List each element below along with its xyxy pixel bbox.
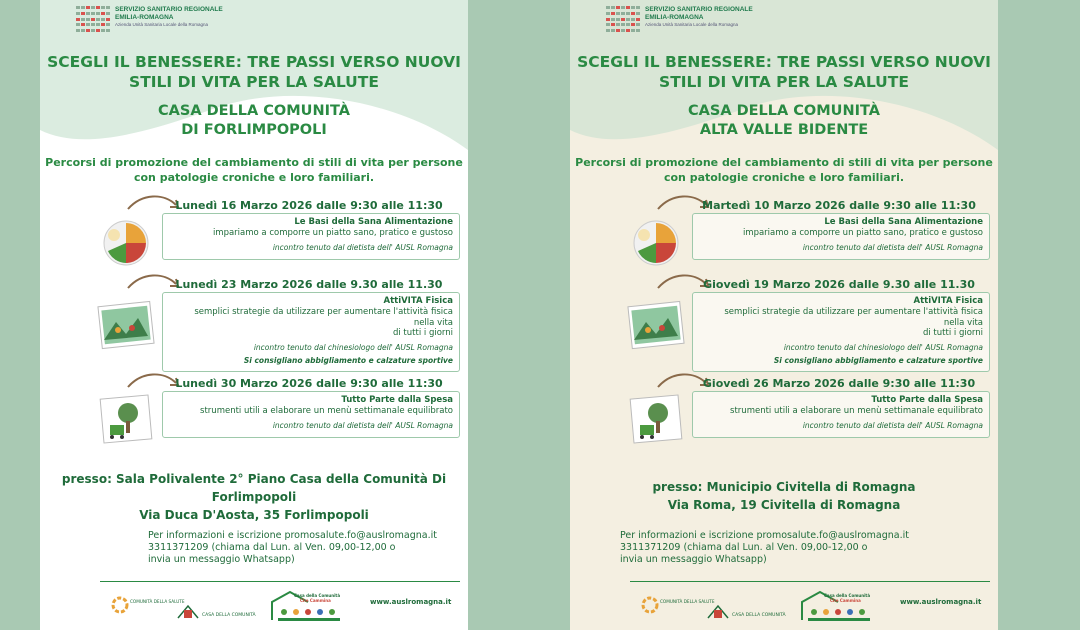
event-2: [98, 278, 460, 370]
event-title: Tutto Parte dalla Spesa: [341, 395, 453, 405]
outdoor-activity-icon: [626, 300, 686, 350]
event-box: [692, 391, 990, 438]
event-description-cont: di tutti i giorni: [392, 328, 453, 338]
poster-alta-valle-bidente: [570, 0, 998, 630]
intro-line-1: Percorsi di promozione del cambiamento di stili di vita per persone: [575, 156, 993, 169]
event-note: incontro tenuto dal chinesiologo dell' AUSL Romagna: [253, 342, 453, 352]
contact-info: [148, 530, 468, 566]
website-link[interactable]: www.auslromagna.it: [900, 598, 982, 606]
event-extra-note: Si consigliano abbigliamento e calzature sportive: [773, 355, 983, 365]
venue: [570, 478, 998, 514]
event-date: Giovedì 26 Marzo 2026 dalle 9:30 alle 11:30: [702, 377, 976, 390]
venue-line-1: presso: Sala Polivalente 2° Piano Casa della Comunità Di: [61, 472, 447, 486]
event-description: semplici strategie da utilizzare per aumentare l'attività fisica nella vita: [724, 307, 983, 328]
title-line-1: SCEGLI IL BENESSERE: TRE PASSI VERSO NUOVI: [577, 53, 991, 71]
event-date: Lunedì 23 Marzo 2026 dalle 9.30 alle 11.30: [175, 278, 443, 291]
intro-text: [570, 155, 998, 185]
ssr-logo-icon: [606, 6, 640, 34]
org-name: [115, 6, 223, 28]
event-box: [162, 391, 460, 438]
subtitle-line-1: CASA DELLA COMUNITÀ: [158, 103, 350, 119]
logo3a-text: Casa della Comunità: [294, 593, 341, 598]
footer-logos: [640, 586, 990, 626]
intro-text: [40, 155, 468, 185]
info-line-3: invia un messaggio Whatsapp): [620, 554, 767, 565]
event-title: Tutto Parte dalla Spesa: [871, 395, 983, 405]
logo3b-text: Che Cammina: [300, 598, 331, 603]
venue-line-1: presso: Municipio Civitella di Romagna: [652, 480, 916, 494]
event-note: incontro tenuto dal dietista dell' AUSL Romagna: [802, 420, 983, 430]
info-line-2: 3311371209 (chiama dal Lun. al Ven. 09,00-12,00 o: [148, 542, 396, 553]
footer-divider: [100, 581, 460, 582]
event-1: [98, 199, 460, 274]
event-description: impariamo a comporre un piatto sano, pratico e gustoso: [742, 228, 983, 238]
org-logo: [76, 6, 223, 34]
event-description: strumenti utili a elaborare un menù settimanale equilibrato: [730, 406, 983, 416]
event-3: [628, 377, 990, 452]
ssr-logo-icon: [76, 6, 110, 34]
poster-forlimpopoli: [40, 0, 468, 630]
comunita-salute-logo-icon: [640, 590, 715, 620]
venue: [40, 470, 468, 524]
title-line-2: STILI DI VITA PER LA SALUTE: [659, 73, 909, 91]
comunita-salute-logo-icon: [110, 590, 185, 620]
intro-line-1: Percorsi di promozione del cambiamento di stili di vita per persone: [45, 156, 463, 169]
info-line-1: Per informazioni e iscrizione promosalute.fo@auslromagna.it: [620, 530, 910, 541]
poster-title: [40, 52, 468, 92]
event-3: [98, 377, 460, 452]
org-line3: Azienda Unità Sanitaria Locale della Romagna: [115, 22, 209, 27]
healthy-plate-icon: [626, 217, 686, 267]
event-box: [692, 292, 990, 372]
org-line1: SERVIZIO SANITARIO REGIONALE: [645, 6, 753, 13]
event-title: Le Basi della Sana Alimentazione: [824, 217, 983, 227]
event-title: AttiVITA Fisica: [913, 296, 983, 306]
event-date: Lunedì 30 Marzo 2026 dalle 9:30 alle 11:30: [175, 377, 443, 390]
cammina-logo-icon: [800, 590, 874, 622]
org-line2: EMILIA-ROMAGNA: [115, 14, 174, 21]
event-date: Lunedì 16 Marzo 2026 dalle 9:30 alle 11:30: [175, 199, 443, 212]
logo2-text: CASA DELLA COMUNITÀ: [202, 613, 256, 618]
info-line-1: Per informazioni e iscrizione promosalute.fo@auslromagna.it: [148, 530, 438, 541]
logo3a-text: Casa della Comunità: [824, 593, 871, 598]
org-logo: [606, 6, 753, 34]
org-name: [645, 6, 753, 28]
event-title: AttiVITA Fisica: [383, 296, 453, 306]
event-title: Le Basi della Sana Alimentazione: [294, 217, 453, 227]
title-line-2: STILI DI VITA PER LA SALUTE: [129, 73, 379, 91]
website-link[interactable]: www.auslromagna.it: [370, 598, 452, 606]
subtitle-line-1: CASA DELLA COMUNITÀ: [688, 103, 880, 119]
event-note: incontro tenuto dal dietista dell' AUSL Romagna: [272, 420, 453, 430]
event-date: Martedì 10 Marzo 2026 dalle 9:30 alle 11:30: [702, 199, 976, 212]
title-line-1: SCEGLI IL BENESSERE: TRE PASSI VERSO NUOVI: [47, 53, 461, 71]
poster-subtitle: [570, 102, 998, 140]
cammina-logo-icon: [270, 590, 344, 622]
logo3b-text: Che Cammina: [830, 598, 861, 603]
contact-info: [620, 530, 940, 566]
logo1-text: COMUNITÀ DELLA SALUTE: [660, 599, 715, 604]
outdoor-activity-icon: [96, 300, 156, 350]
event-box: [162, 292, 460, 372]
info-line-3: invia un messaggio Whatsapp): [148, 554, 295, 565]
event-note: incontro tenuto dal dietista dell' AUSL Romagna: [272, 242, 453, 252]
grocery-shopping-icon: [96, 395, 156, 445]
event-box: [692, 213, 990, 260]
logo1-text: COMUNITÀ DELLA SALUTE: [130, 599, 185, 604]
subtitle-line-2: ALTA VALLE BIDENTE: [699, 122, 869, 138]
event-description: semplici strategie da utilizzare per aumentare l'attività fisica nella vita: [194, 307, 453, 328]
event-1: [628, 199, 990, 274]
org-line3: Azienda Unità Sanitaria Locale della Romagna: [645, 22, 739, 27]
org-line2: EMILIA-ROMAGNA: [645, 14, 704, 21]
event-2: [628, 278, 990, 370]
event-date: Giovedì 19 Marzo 2026 dalle 9.30 alle 11.30: [703, 278, 975, 291]
event-extra-note: Si consigliano abbigliamento e calzature sportive: [243, 355, 453, 365]
intro-line-2: con patologie croniche e loro familiari.: [663, 171, 905, 184]
subtitle-line-2: DI FORLIMPOPOLI: [181, 122, 327, 138]
event-note: incontro tenuto dal dietista dell' AUSL Romagna: [802, 242, 983, 252]
event-description-cont: di tutti i giorni: [922, 328, 983, 338]
org-line1: SERVIZIO SANITARIO REGIONALE: [115, 6, 223, 13]
footer-divider: [630, 581, 990, 582]
grocery-shopping-icon: [626, 395, 686, 445]
venue-line-2: Via Roma, 19 Civitella di Romagna: [667, 498, 901, 512]
intro-line-2: con patologie croniche e loro familiari.: [133, 171, 375, 184]
poster-title: [570, 52, 998, 92]
logo2-text: CASA DELLA COMUNITÀ: [732, 613, 786, 618]
healthy-plate-icon: [96, 217, 156, 267]
venue-line-2: Forlimpopoli: [211, 490, 297, 504]
event-description: impariamo a comporre un piatto sano, pratico e gustoso: [212, 228, 453, 238]
event-note: incontro tenuto dal chinesiologo dell' AUSL Romagna: [783, 342, 983, 352]
info-line-2: 3311371209 (chiama dal Lun. al Ven. 09,00-12,00 o: [620, 542, 868, 553]
casa-comunita-logo-icon: [176, 596, 256, 622]
venue-line-3: Via Duca D'Aosta, 35 Forlimpopoli: [139, 508, 369, 522]
event-box: [162, 213, 460, 260]
footer-logos: [110, 586, 460, 626]
casa-comunita-logo-icon: [706, 596, 786, 622]
poster-subtitle: [40, 102, 468, 140]
event-description: strumenti utili a elaborare un menù settimanale equilibrato: [200, 406, 453, 416]
